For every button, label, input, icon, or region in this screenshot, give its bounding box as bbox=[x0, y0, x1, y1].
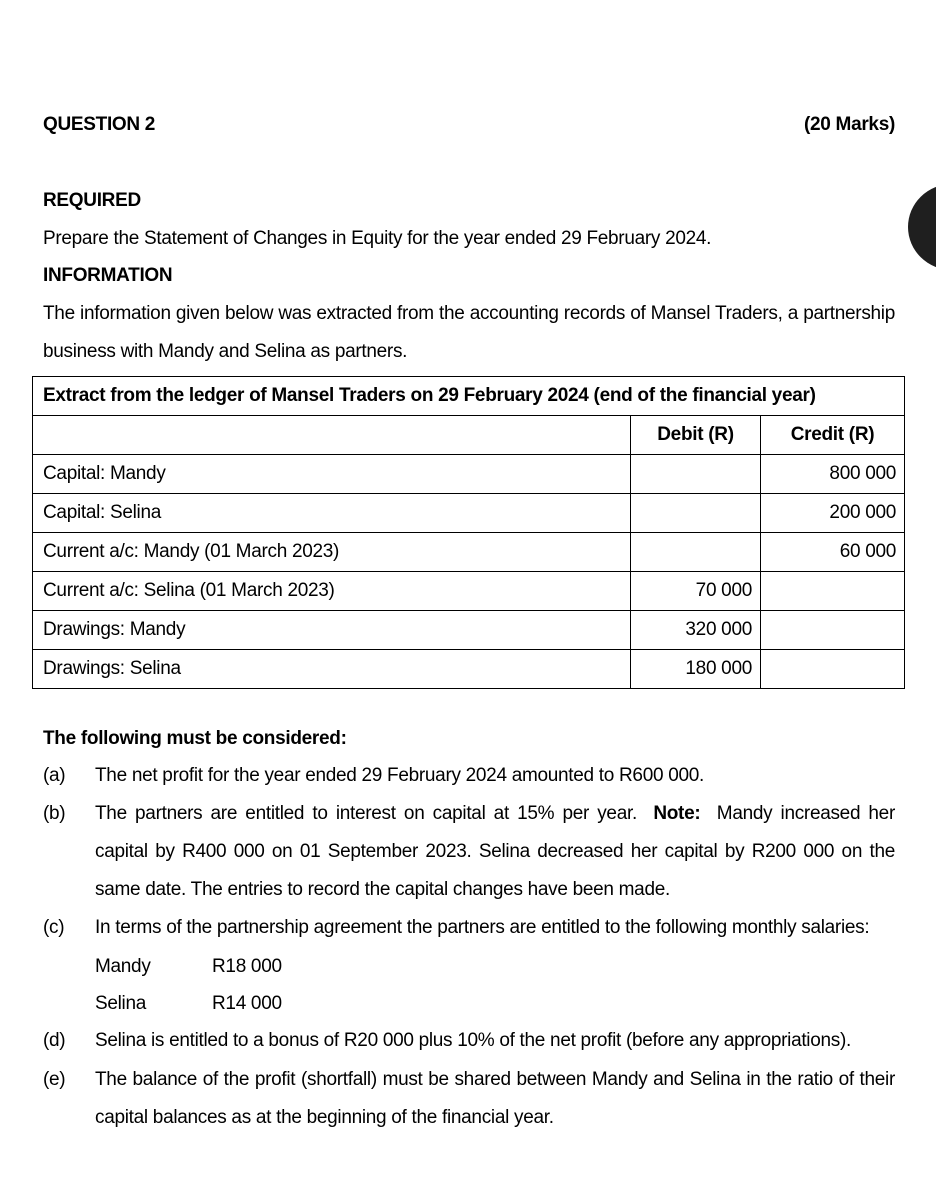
table-row bbox=[33, 494, 905, 533]
page-edge-tab bbox=[908, 184, 936, 270]
salary-amount: R18 000 bbox=[212, 956, 282, 977]
account-name: Capital: Mandy bbox=[33, 455, 631, 494]
account-name: Drawings: Selina bbox=[33, 650, 631, 689]
credit-amount: 200 000 bbox=[761, 494, 905, 533]
item-label: (d) bbox=[43, 1030, 66, 1051]
information-text: The information given below was extracted from the accounting records of Mansel Traders, a partnership business with Mandy and Selina as partners. bbox=[43, 303, 895, 362]
account-name: Capital: Selina bbox=[33, 494, 631, 533]
marks-label: (20 Marks) bbox=[804, 114, 895, 135]
credit-amount: 60 000 bbox=[761, 533, 905, 572]
item-text: In terms of the partnership agreement the partners are entitled to the following monthly salaries: bbox=[95, 917, 870, 938]
account-name: Drawings: Mandy bbox=[33, 611, 631, 650]
table-row bbox=[33, 611, 905, 650]
required-text: Prepare the Statement of Changes in Equity for the year ended 29 February 2024. bbox=[43, 228, 712, 249]
information-heading: INFORMATION bbox=[43, 265, 173, 286]
account-name: Current a/c: Selina (01 March 2023) bbox=[33, 572, 631, 611]
table-row bbox=[33, 572, 905, 611]
ledger-title-row bbox=[33, 377, 905, 416]
table-row bbox=[33, 650, 905, 689]
credit-amount bbox=[761, 572, 905, 611]
required-heading: REQUIRED bbox=[43, 190, 141, 211]
debit-amount: 320 000 bbox=[631, 611, 761, 650]
item-label: (b) bbox=[43, 803, 66, 824]
salary-name: Mandy bbox=[95, 956, 151, 977]
column-header-credit: Credit (R) bbox=[761, 416, 905, 455]
item-text: The balance of the profit (shortfall) must be shared between Mandy and Selina in the ratio of their capital balances as at the beginning of the financial year. bbox=[95, 1069, 895, 1128]
note-label: Note: bbox=[653, 803, 701, 824]
column-header-account bbox=[33, 416, 631, 455]
account-name: Current a/c: Mandy (01 March 2023) bbox=[33, 533, 631, 572]
ledger-table bbox=[32, 376, 905, 689]
ledger-header-row bbox=[33, 416, 905, 455]
debit-amount: 180 000 bbox=[631, 650, 761, 689]
table-row bbox=[33, 533, 905, 572]
column-header-debit: Debit (R) bbox=[631, 416, 761, 455]
salary-name: Selina bbox=[95, 993, 147, 1014]
debit-amount: 70 000 bbox=[631, 572, 761, 611]
ledger-title: Extract from the ledger of Mansel Traders on 29 February 2024 (end of the financial year) bbox=[33, 377, 905, 416]
question-heading: QUESTION 2 bbox=[43, 114, 156, 135]
credit-amount bbox=[761, 611, 905, 650]
debit-amount bbox=[631, 455, 761, 494]
note-text: Mandy increased her capital by R400 000 on 01 September 2023. Selina decreased her capital by R200 000 on the same date. The entries to record the capital changes have been made. bbox=[95, 803, 895, 900]
item-text: Selina is entitled to a bonus of R20 000 plus 10% of the net profit (before any appropriations). bbox=[95, 1030, 851, 1051]
debit-amount bbox=[631, 494, 761, 533]
salary-amount: R14 000 bbox=[212, 993, 282, 1014]
item-label: (e) bbox=[43, 1069, 66, 1090]
item-text bbox=[95, 795, 895, 909]
debit-amount bbox=[631, 533, 761, 572]
table-row bbox=[33, 455, 905, 494]
note-intro: The partners are entitled to interest on capital at 15% per year. bbox=[95, 803, 637, 824]
item-label: (c) bbox=[43, 917, 65, 938]
considerations-heading: The following must be considered: bbox=[43, 728, 347, 749]
credit-amount: 800 000 bbox=[761, 455, 905, 494]
credit-amount bbox=[761, 650, 905, 689]
item-label: (a) bbox=[43, 765, 66, 786]
item-text: The net profit for the year ended 29 February 2024 amounted to R600 000. bbox=[95, 765, 704, 786]
